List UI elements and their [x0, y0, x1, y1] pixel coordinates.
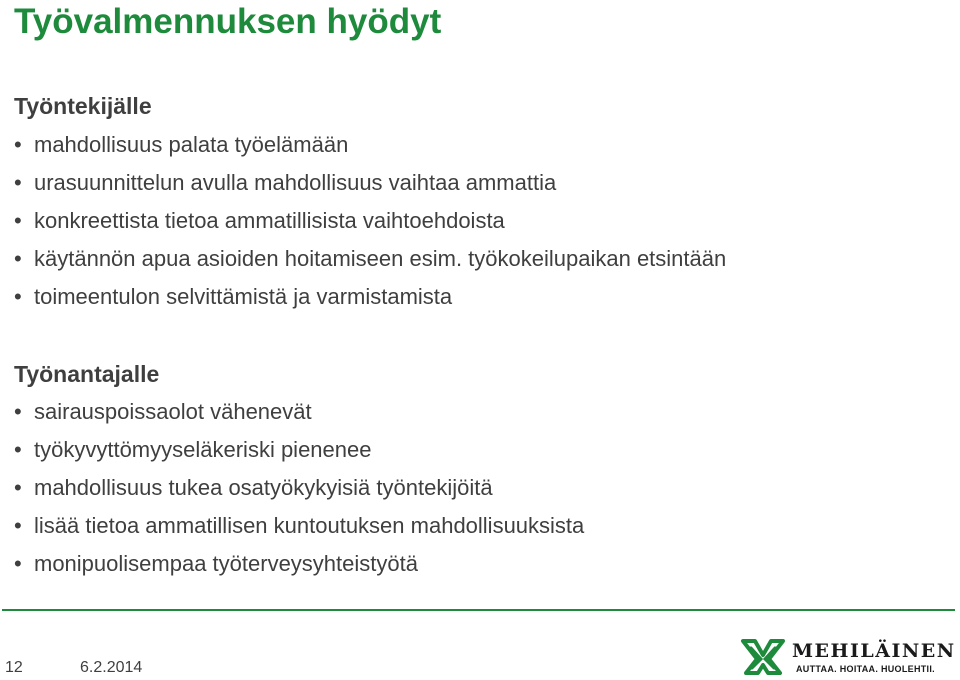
section-heading-employer: Työnantajalle [14, 361, 160, 387]
list-item-text: urasuunnittelun avulla mahdollisuus vaihtaa ammattia [34, 170, 557, 195]
bullet-icon: • [14, 513, 22, 538]
bullet-icon: • [14, 284, 22, 309]
bullet-icon: • [14, 437, 22, 462]
logo-tagline: AUTTAA. HOITAA. HUOLEHTII. [796, 664, 935, 674]
bullet-icon: • [14, 132, 22, 157]
page-number: 12 [5, 659, 23, 676]
bullet-icon: • [14, 170, 22, 195]
list-item-text: käytännön apua asioiden hoitamiseen esim. työkokeilupaikan etsintään [34, 246, 727, 271]
bullet-icon: • [14, 208, 22, 233]
list-item-text: työkyvyttömyyseläkeriski pienenee [34, 437, 372, 462]
bullet-icon: • [14, 551, 22, 576]
list-item-text: mahdollisuus palata työelämään [34, 132, 349, 157]
bullet-icon: • [14, 399, 22, 424]
mehilainen-logo [740, 636, 956, 678]
list-item-text: mahdollisuus tukea osatyökykyisiä työntekijöitä [34, 475, 493, 500]
list-item-text: lisää tietoa ammatillisen kuntoutuksen mahdollisuuksista [34, 513, 585, 538]
slide-title: Työvalmennuksen hyödyt [14, 2, 442, 41]
footer-divider [2, 609, 955, 611]
bullet-icon: • [14, 475, 22, 500]
list-item-text: toimeentulon selvittämistä ja varmistamista [34, 284, 453, 309]
list-item-text: monipuolisempaa työterveysyhteistyötä [34, 551, 418, 576]
section-heading-employee: Työntekijälle [14, 93, 152, 119]
list-item-text: sairauspoissaolot vähenevät [34, 399, 312, 424]
mehilainen-logo-mark-icon [740, 636, 786, 678]
slide-date: 6.2.2014 [80, 659, 143, 676]
bullet-icon: • [14, 246, 22, 271]
logo-brand-name: MEHILÄINEN [792, 640, 956, 662]
list-item-text: konkreettista tietoa ammatillisista vaihtoehdoista [34, 208, 505, 233]
